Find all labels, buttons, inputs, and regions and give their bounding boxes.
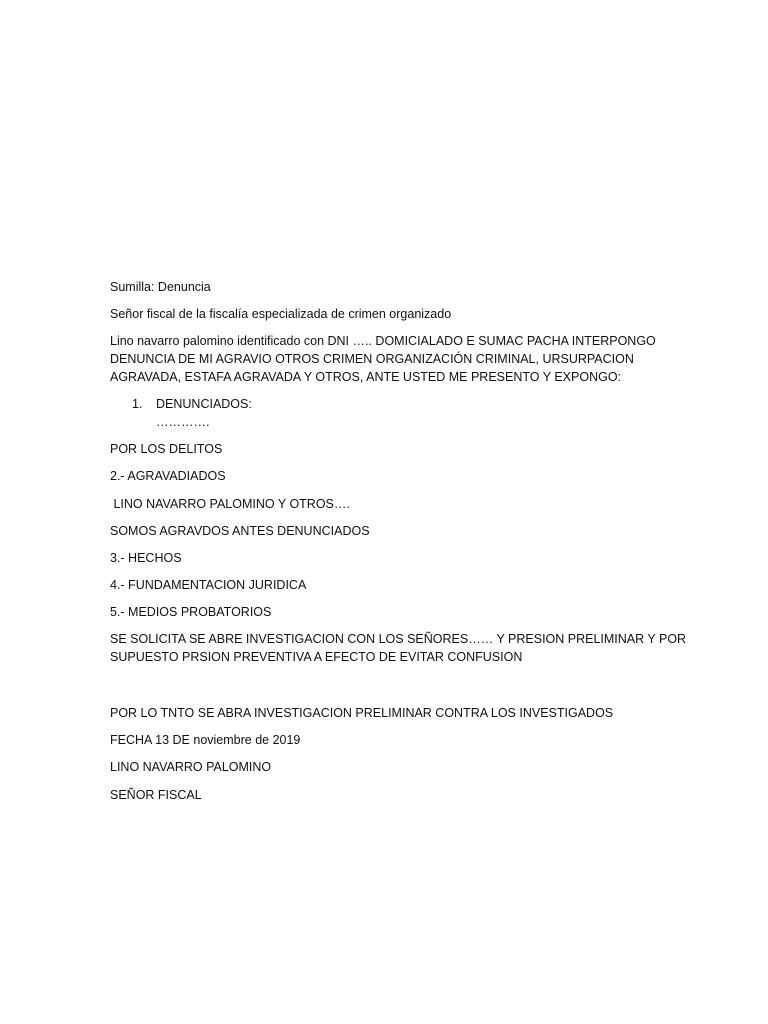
intro-line: Lino navarro palomino identificado con DNI ….. DOMICIALADO E SUMAC PACHA INTERPONGO (110, 334, 656, 348)
closing-line: SEÑOR FISCAL (110, 788, 202, 802)
intro-line: AGRAVADA, ESTAFA AGRAVADA Y OTROS, ANTE USTED ME PRESENTO Y EXPONGO: (110, 370, 622, 384)
signer-name: LINO NAVARRO PALOMINO (110, 760, 272, 774)
date-line: FECHA 13 DE noviembre de 2019 (110, 733, 301, 747)
addressee-line: Señor fiscal de la fiscalía especializada de crimen organizado (110, 307, 452, 321)
delitos-heading: POR LOS DELITOS (110, 442, 223, 456)
section-2-heading: 2.- AGRAVADIADOS (110, 469, 226, 483)
section-4-heading: 4.- FUNDAMENTACION JURIDICA (110, 578, 307, 592)
request-line: SUPUESTO PRSION PREVENTIVA A EFECTO DE EVITAR CONFUSION (110, 650, 523, 664)
list-item-number: 1. (132, 397, 143, 411)
request-paragraph (110, 630, 687, 666)
intro-line: DENUNCIA DE MI AGRAVIO OTROS CRIMEN ORGANIZACIÓN CRIMINAL, URSURPACION (110, 352, 634, 366)
list-item-value: …………. (156, 415, 210, 429)
agraviados-names: LINO NAVARRO PALOMINO Y OTROS…. (110, 497, 350, 511)
agraviados-statement: SOMOS AGRAVDOS ANTES DENUNCIADOS (110, 524, 370, 538)
request-line: SE SOLICITA SE ABRE INVESTIGACION CON LOS SEÑORES…… Y PRESION PRELIMINAR Y POR (110, 632, 687, 646)
section-5-heading: 5.- MEDIOS PROBATORIOS (110, 605, 272, 619)
section-3-heading: 3.- HECHOS (110, 551, 182, 565)
sumilla-line: Sumilla: Denuncia (110, 280, 211, 294)
intro-paragraph (110, 332, 655, 386)
conclusion-line: POR LO TNTO SE ABRA INVESTIGACION PRELIMINAR CONTRA LOS INVESTIGADOS (110, 706, 614, 720)
list-item-label: DENUNCIADOS: (156, 397, 252, 411)
